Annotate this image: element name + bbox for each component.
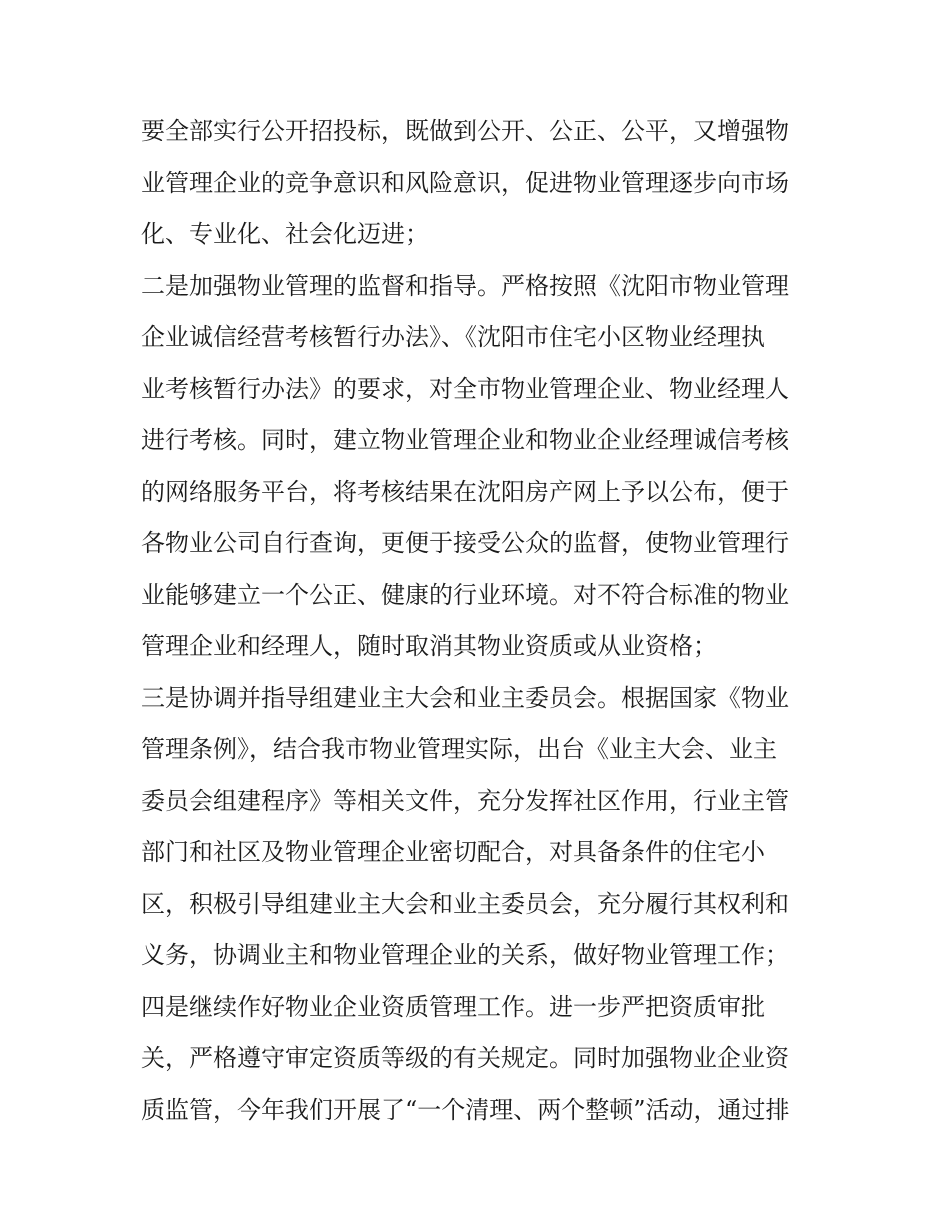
text-line: 部门和社区及物业管理企业密切配合，对具备条件的住宅小 xyxy=(141,838,765,866)
text-line: 关，严格遵守审定资质等级的有关规定。同时加强物业企业资 xyxy=(141,1044,789,1072)
text-line: 进行考核。同时，建立物业管理企业和物业企业经理诚信考核 xyxy=(141,426,789,454)
text-line: 管理企业和经理人，随时取消其物业资质或从业资格； xyxy=(141,632,717,660)
body-text xyxy=(141,106,813,1136)
text-line: 管理条例》，结合我市物业管理实际，出台《业主大会、业主 xyxy=(141,735,777,763)
text-line: 三是协调并指导组建业主大会和业主委员会。根据国家《物业 xyxy=(141,683,789,712)
text-line: 义务，协调业主和物业管理企业的关系，做好物业管理工作； xyxy=(141,941,789,969)
text-line: 的网络服务平台，将考核结果在沈阳房产网上予以公布，便于 xyxy=(141,477,789,506)
text-line: 要全部实行公开招投标，既做到公开、公正、公平，又增强物 xyxy=(141,117,789,145)
text-line: 区，积极引导组建业主大会和业主委员会，充分履行其权利和 xyxy=(141,889,789,918)
text-line: 四是继续作好物业企业资质管理工作。进一步严把资质审批 xyxy=(141,992,765,1021)
text-line: 委员会组建程序》等相关文件，充分发挥社区作用，行业主管 xyxy=(141,786,789,815)
text-line: 质监管，今年我们开展了“一个清理、两个整顿”活动，通过排 xyxy=(141,1095,790,1124)
text-line: 企业诚信经营考核暂行办法》、《沈阳市住宅小区物业经理执 xyxy=(141,323,765,351)
text-line: 各物业公司自行查询，更便于接受公众的监督，使物业管理行 xyxy=(141,529,789,557)
text-line: 业管理企业的竞争意识和风险意识，促进物业管理逐步向市场 xyxy=(141,168,789,197)
text-line: 业能够建立一个公正、健康的行业环境。对不符合标准的物业 xyxy=(141,580,789,609)
text-line: 二是加强物业管理的监督和指导。严格按照《沈阳市物业管理 xyxy=(141,271,789,300)
text-line: 业考核暂行办法》的要求，对全市物业管理企业、物业经理人 xyxy=(141,374,789,403)
text-line: 化、专业化、社会化迈进； xyxy=(141,220,429,248)
